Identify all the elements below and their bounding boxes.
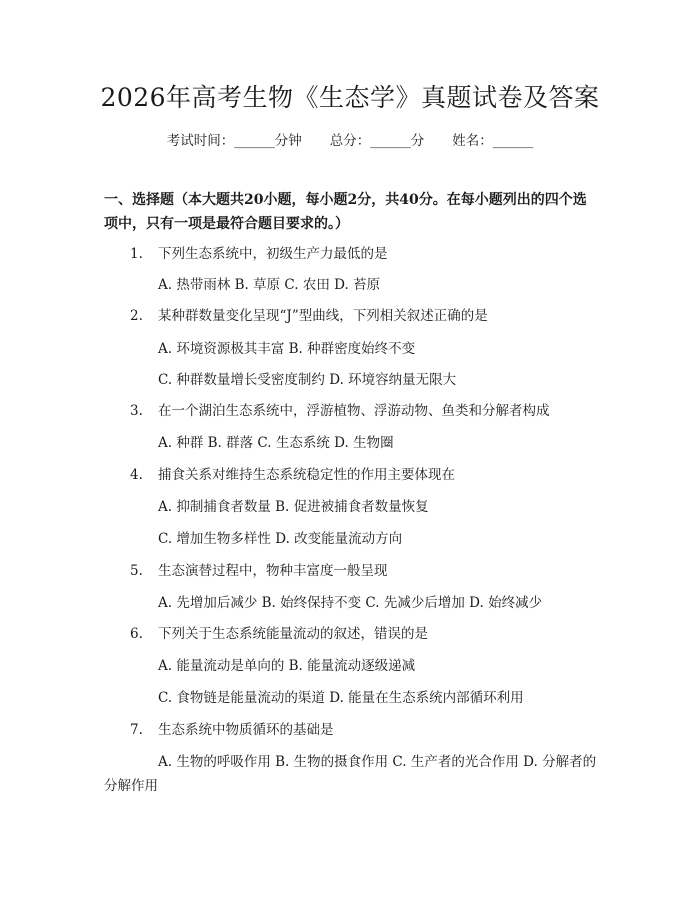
question-options: C. 种群数量增长受密度制约 D. 环境容纳量无限大 — [158, 372, 457, 388]
question-options: A. 热带雨林 B. 草原 C. 农田 D. 苔原 — [158, 277, 381, 293]
question-stem — [130, 560, 600, 582]
section-heading: 一、选择题（本大题共20小题，每小题2分，共40分。在每小题列出的四个选项中，只有一项是最符合题目要求的。） — [104, 192, 587, 232]
exam-meta — [0, 130, 700, 152]
question-options: A. 生物的呼吸作用 B. 生物的摄食作用 C. 生产者的光合作用 D. 分解者的分解作用 — [104, 754, 597, 794]
question-text: 在一个湖泊生态系统中，浮游植物、浮游动物、鱼类和分解者构成 — [158, 403, 550, 419]
question-text: 生态系统中物质循环的基础是 — [158, 722, 334, 738]
exam-score: 总分：______分 — [329, 133, 425, 149]
question-options: A. 能量流动是单向的 B. 能量流动逐级递减 — [158, 658, 416, 674]
question-stem — [130, 464, 600, 486]
question-options: A. 先增加后减少 B. 始终保持不变 C. 先减少后增加 D. 始终减少 — [158, 595, 543, 611]
question-number: 4. — [130, 467, 143, 483]
question-number: 1. — [130, 246, 143, 262]
question-options: A. 抑制捕食者数量 B. 促进被捕食者数量恢复 — [158, 499, 429, 515]
question-stem — [130, 623, 600, 645]
question-text: 下列生态系统中，初级生产力最低的是 — [158, 246, 388, 262]
question-text: 某种群数量变化呈现“J”型曲线，下列相关叙述正确的是 — [158, 308, 488, 324]
question-text: 生态演替过程中，物种丰富度一般呈现 — [158, 563, 388, 579]
question-stem — [130, 305, 600, 327]
exam-name: 姓名：______ — [452, 133, 534, 149]
question-number: 6. — [130, 626, 143, 642]
question-stem — [130, 243, 600, 265]
question-options: C. 食物链是能量流动的渠道 D. 能量在生态系统内部循环利用 — [158, 690, 524, 706]
question-number: 7. — [130, 722, 143, 738]
question-number: 2. — [130, 308, 143, 324]
question-options: A. 种群 B. 群落 C. 生态系统 D. 生物圈 — [158, 435, 394, 451]
question-number: 5. — [130, 563, 143, 579]
exam-title: 2026年高考生物《生态学》真题试卷及答案 — [100, 83, 600, 112]
question-text: 下列关于生态系统能量流动的叙述，错误的是 — [158, 626, 428, 642]
question-text: 捕食关系对维持生态系统稳定性的作用主要体现在 — [158, 467, 455, 483]
question-number: 3. — [130, 403, 143, 419]
question-stem — [130, 400, 600, 422]
question-options: C. 增加生物多样性 D. 改变能量流动方向 — [158, 531, 403, 547]
question-options: A. 环境资源极其丰富 B. 种群密度始终不变 — [158, 341, 416, 357]
question-stem — [130, 719, 600, 741]
exam-time: 考试时间：______分钟 — [166, 133, 302, 149]
